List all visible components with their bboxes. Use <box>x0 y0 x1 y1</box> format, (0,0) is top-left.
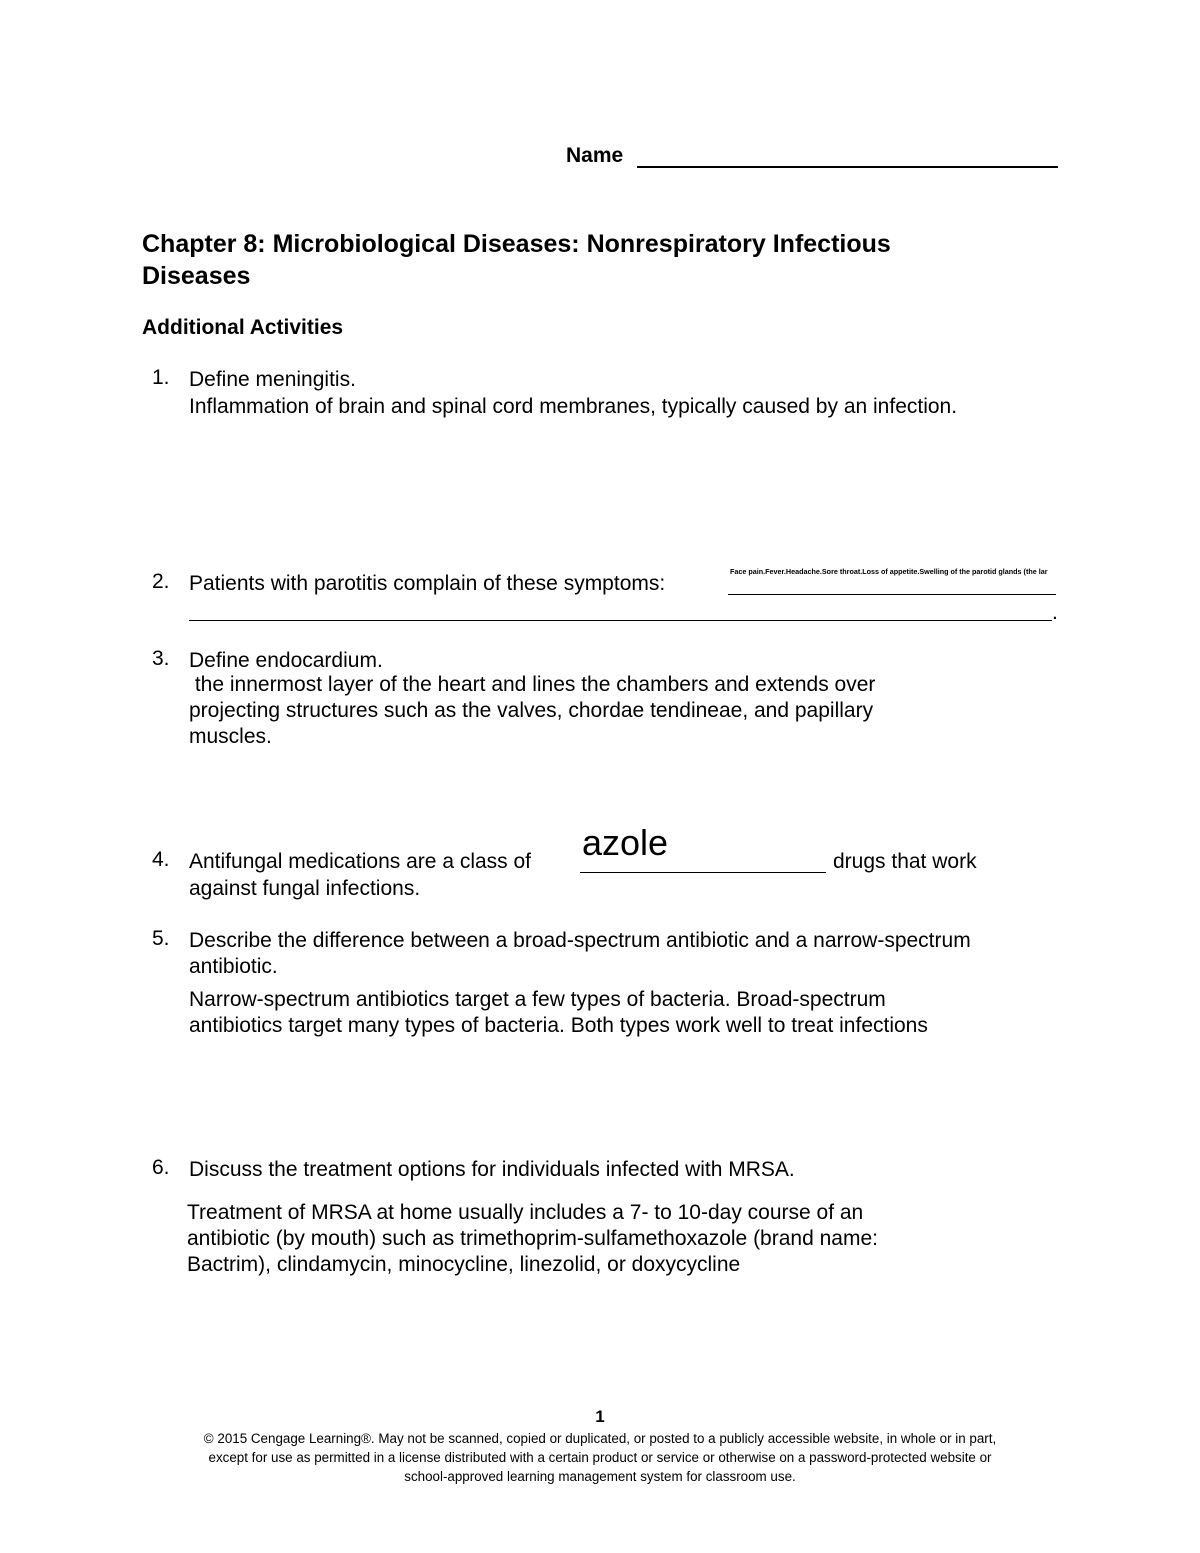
question-4-blank-line[interactable] <box>580 872 826 873</box>
copyright-line-1: © 2015 Cengage Learning®. May not be scanned, copied or duplicated, or posted to a publicly accessible website, in whole or in part, <box>203 1431 997 1446</box>
question-5-prompt-line-1: Describe the difference between a broad-spectrum antibiotic and a narrow-spectrum <box>189 929 971 952</box>
question-3-answer-line-3: muscles. <box>189 725 272 748</box>
question-3-number: 3. <box>152 647 170 670</box>
question-3-answer-line-1: the innermost layer of the heart and lines the chambers and extends over <box>189 673 876 696</box>
name-label: Name <box>566 144 624 167</box>
question-4-prompt-line-2: against fungal infections. <box>189 877 421 900</box>
question-5-number: 5. <box>152 927 170 950</box>
question-5-answer-line-2: antibiotics target many types of bacteria. Both types work well to treat infections <box>189 1014 928 1037</box>
question-6-answer-line-3: Bactrim), clindamycin, minocycline, linezolid, or doxycycline <box>187 1253 741 1276</box>
question-1-answer: Inflammation of brain and spinal cord membranes, typically caused by an infection. <box>189 395 958 418</box>
question-5-answer-line-1: Narrow-spectrum antibiotics target a few types of bacteria. Broad-spectrum <box>189 988 886 1011</box>
name-field-line[interactable] <box>637 166 1058 168</box>
question-2-number: 2. <box>152 570 170 593</box>
question-6-answer-line-1: Treatment of MRSA at home usually includes a 7- to 10-day course of an <box>187 1201 864 1224</box>
question-2-blank-line-2[interactable] <box>189 620 1052 621</box>
copyright-line-3: school-approved learning management system for classroom use. <box>404 1469 796 1484</box>
question-6-answer-line-2: antibiotic (by mouth) such as trimethoprim-sulfamethoxazole (brand name: <box>187 1227 878 1250</box>
question-4-prompt-after: drugs that work <box>833 850 977 873</box>
question-1-number: 1. <box>152 366 170 389</box>
question-6-prompt: Discuss the treatment options for individuals infected with MRSA. <box>189 1158 795 1181</box>
question-2-end-period: . <box>1052 601 1058 624</box>
page-title-line-2: Diseases <box>142 262 251 290</box>
question-4-number: 4. <box>152 848 170 871</box>
question-6-number: 6. <box>152 1156 170 1179</box>
page-number: 1 <box>595 1407 605 1426</box>
question-4-filled-answer: azole <box>582 822 669 863</box>
copyright-line-2: except for use as permitted in a license distributed with a certain product or service or otherwise on a password-protected website or <box>208 1450 992 1465</box>
question-1-prompt: Define meningitis. <box>189 368 356 391</box>
copyright-notice <box>0 1429 1200 1486</box>
section-heading: Additional Activities <box>142 316 344 339</box>
question-2-blank-line-1[interactable] <box>728 594 1056 595</box>
question-5-prompt-line-2: antibiotic. <box>189 955 278 978</box>
question-3-answer-line-2: projecting structures such as the valves, chordae tendineae, and papillary <box>189 699 874 722</box>
question-2-answer: Face pain.Fever.Headache.Sore throat.Loss of appetite.Swelling of the parotid glands (the lar <box>730 567 1048 576</box>
page-title <box>142 228 891 292</box>
page-title-line-1: Chapter 8: Microbiological Diseases: Nonrespiratory Infectious <box>142 230 891 258</box>
question-3-prompt: Define endocardium. <box>189 649 383 672</box>
question-4-prompt-before: Antifungal medications are a class of <box>189 850 532 873</box>
question-2-prompt: Patients with parotitis complain of these symptoms: <box>189 572 666 595</box>
